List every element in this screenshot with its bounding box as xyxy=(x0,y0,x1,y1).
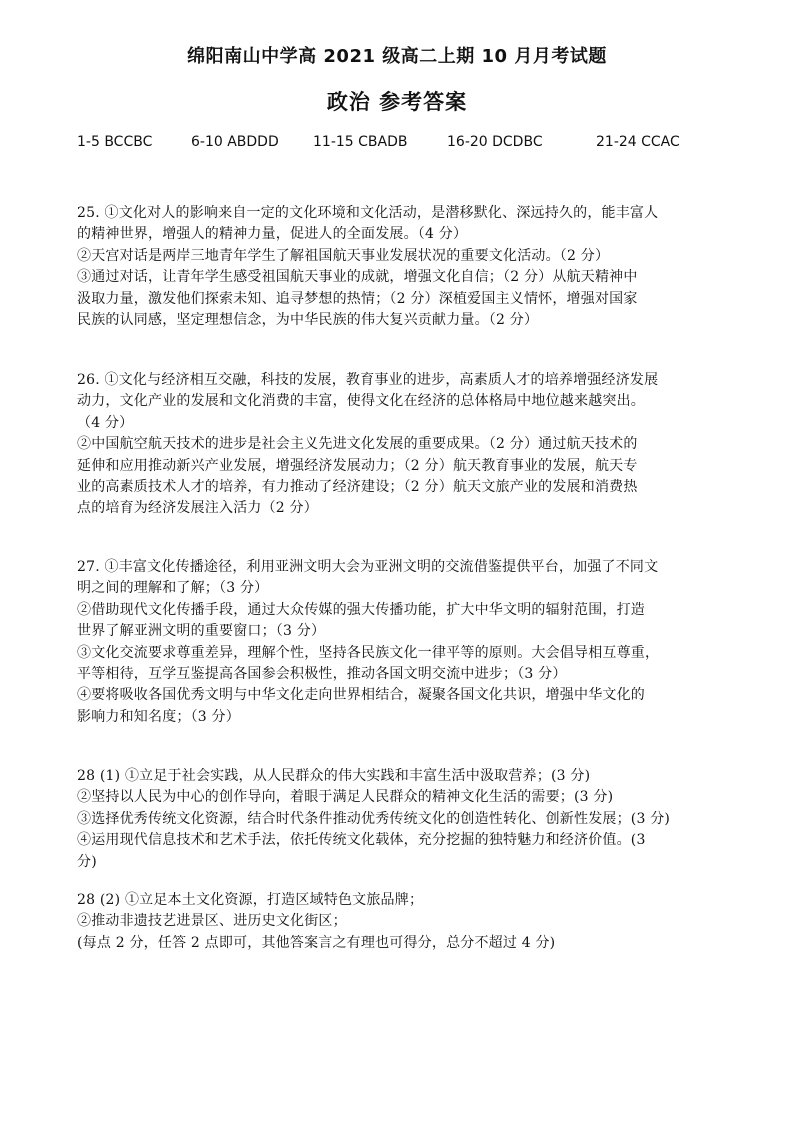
choice-answer-group: 11-15 CBADB xyxy=(313,134,408,150)
answer-line: ③文化交流要求尊重差异，理解个性，坚持各民族文化一律平等的原则。大会倡导相互尊重， xyxy=(77,644,660,661)
answer-line: 的精神世界，增强人的精神力量，促进人的全面发展。（4 分） xyxy=(77,226,468,243)
answer-line: 世界了解亚洲文明的重要窗口；（3 分） xyxy=(77,623,326,640)
answer-line: 点的培育为经济发展注入活力（2 分） xyxy=(77,500,318,517)
exam-title: 绵阳南山中学高 2021 级高二上期 10 月月考试题 xyxy=(187,46,607,67)
answer-line: 影响力和知名度；（3 分） xyxy=(77,708,240,725)
answer-line: 28 (1) ①立足于社会实践，从人民群众的伟大实践和丰富生活中汲取营养；(3 分) xyxy=(77,768,591,784)
answer-key-subtitle: 政治 参考答案 xyxy=(326,90,468,114)
choice-answer-group: 1-5 BCCBC xyxy=(77,134,153,150)
choice-answer-group: 21-24 CCAC xyxy=(596,134,680,150)
choice-answer-group: 16-20 DCDBC xyxy=(447,134,543,150)
answer-line: 25. ①文化对人的影响来自一定的文化环境和文化活动，是潜移默化、深远持久的，能丰富人 xyxy=(77,205,659,221)
answer-line: 延伸和应用推动新兴产业发展，增强经济发展动力；（2 分）航天教育事业的发展，航天专 xyxy=(77,457,638,474)
answer-line: ②推动非遗技艺进景区、进历史文化街区； xyxy=(77,913,347,930)
answer-line: 26. ①文化与经济相互交融，科技的发展，教育事业的进步，高素质人才的培养增强经济发展 xyxy=(77,372,659,388)
question-28-2-answer xyxy=(77,890,723,954)
answer-line: ②中国航空航天技术的进步是社会主义先进文化发展的重要成果。（2 分）通过航天技术的 xyxy=(77,436,638,453)
answer-line: 分) xyxy=(77,853,97,870)
answer-line: ③通过对话，让青年学生感受祖国航天事业的成就，增强文化自信；（2 分）从航天精神中 xyxy=(77,269,638,286)
answer-line: 业的高素质技术人才的培养，有力推动了经济建设；（2 分）航天文旅产业的发展和消费热 xyxy=(77,478,638,495)
answer-line: (每点 2 分，任答 2 点即可，其他答案言之有理也可得分，总分不超过 4 分) xyxy=(77,934,556,951)
choice-answer-group: 6-10 ABDDD xyxy=(191,134,279,150)
question-27-answer xyxy=(77,557,723,728)
answer-line: 民族的认同感，坚定理想信念，为中华民族的伟大复兴贡献力量。（2 分） xyxy=(77,311,539,328)
answer-line: 平等相待，互学互鉴提高各国参会积极性，推动各国文明交流中进步；（3 分） xyxy=(77,665,567,682)
answer-line: ②借助现代文化传播手段，通过大众传媒的强大传播功能，扩大中华文明的辐射范围，打造 xyxy=(77,601,645,618)
answer-line: ④要将吸收各国优秀文明与中华文化走向世界相结合，凝聚各国文化共识，增强中华文化的 xyxy=(77,687,645,704)
answer-line: ④运用现代信息技术和艺术手法，依托传统文化载体，充分挖掘的独特魅力和经济价值。(3 xyxy=(77,832,646,849)
question-25-answer xyxy=(77,203,723,331)
answer-line: ③选择优秀传统文化资源，结合时代条件推动优秀传统文化的创造性转化、创新性发展；(3 分) xyxy=(77,810,671,827)
answer-line: 27. ①丰富文化传播途径，利用亚洲文明大会为亚洲文明的交流借鉴提供平台，加强了不同文 xyxy=(77,559,659,575)
answer-line: ②天宫对话是两岸三地青年学生了解祖国航天事业发展状况的重要文化活动。（2 分） xyxy=(77,247,610,264)
answer-line: 明之间的理解和了解；（3 分） xyxy=(77,580,269,597)
answer-line: ②坚持以人民为中心的创作导向，着眼于满足人民群众的精神文化生活的需要；(3 分) xyxy=(77,789,614,806)
question-26-answer xyxy=(77,370,723,520)
answer-line: 汲取力量，激发他们探索未知、追寻梦想的热情；（2 分）深植爱国主义情怀，增强对国家 xyxy=(77,290,638,307)
answer-line: 28 (2) ①立足本土文化资源，打造区域特色文旅品牌； xyxy=(77,892,424,908)
answer-line: 动力，文化产业的发展和文化消费的丰富，使得文化在经济的总体格局中地位越来越突出。 xyxy=(77,393,645,410)
answer-line: （4 分） xyxy=(77,414,134,431)
question-28-1-answer xyxy=(77,766,723,873)
